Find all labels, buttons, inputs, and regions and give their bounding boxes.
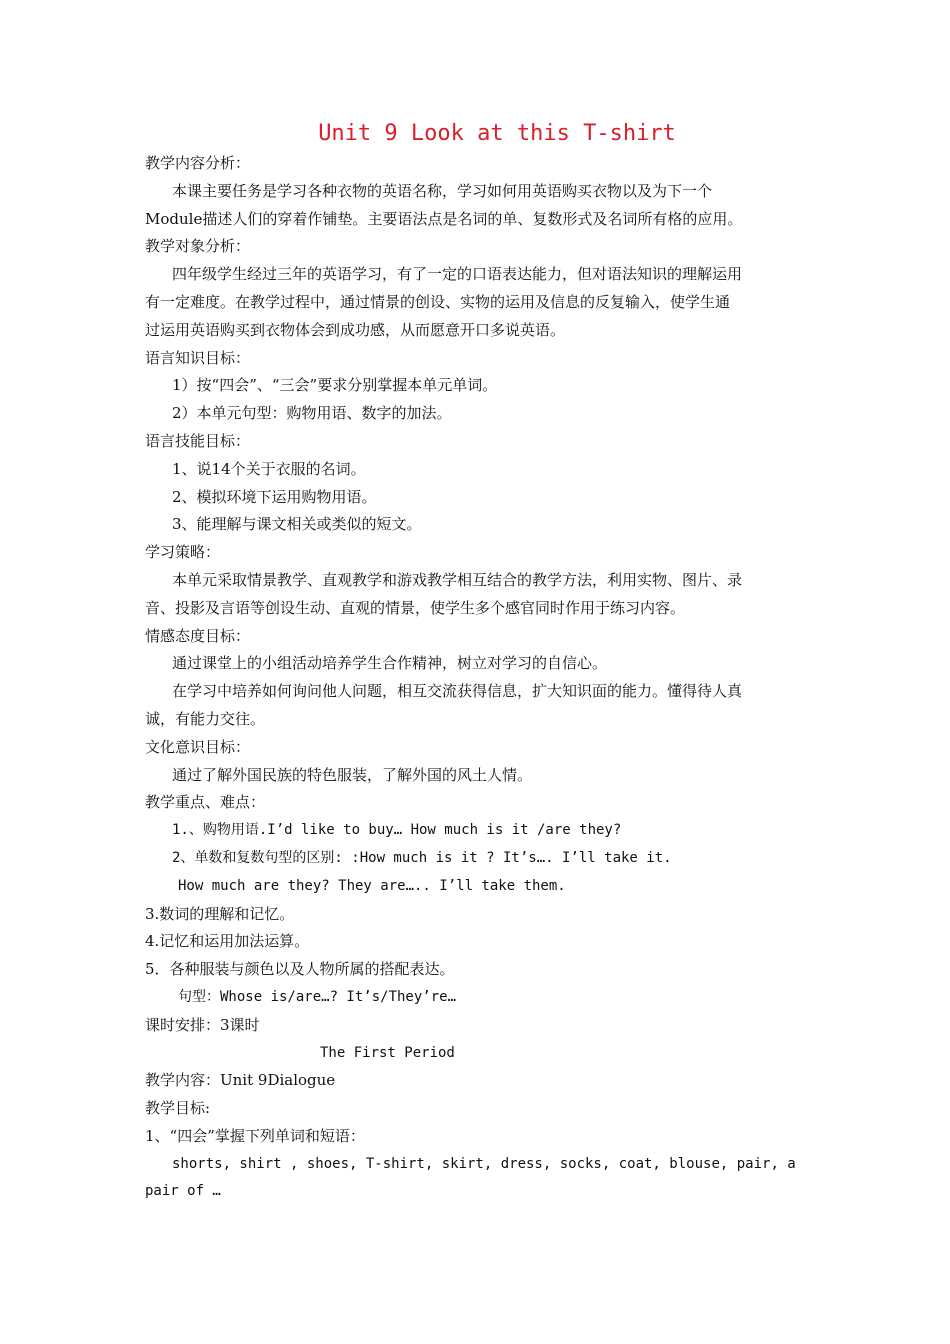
section-heading: 课时安排：3课时	[145, 1015, 260, 1034]
paragraph-line: 四年级学生经过三年的英语学习，有了一定的口语表达能力，但对语法知识的理解运用	[172, 265, 743, 284]
list-item: 2）本单元句型：购物用语、数字的加法。	[172, 404, 452, 423]
section-heading: 语言知识目标：	[145, 348, 251, 367]
section-heading: 教学对象分析：	[145, 237, 251, 256]
section-heading: 教学目标:	[145, 1099, 211, 1118]
paragraph-line: 诚，有能力交往。	[145, 709, 266, 728]
section-heading: 文化意识目标：	[145, 737, 251, 756]
paragraph-line: 本单元采取情景教学、直观教学和游戏教学相互结合的教学方法，利用实物、图片、录	[172, 570, 743, 589]
paragraph-line: 有一定难度。在教学过程中，通过情景的创设、实物的运用及信息的反复输入，使学生通	[145, 292, 731, 311]
list-item: 2、模拟环境下运用购物用语。	[172, 487, 377, 506]
word-list: pair of …	[145, 1183, 221, 1200]
paragraph-line: 本课主要任务是学习各种衣物的英语名称，学习如何用英语购买衣物以及为下一个	[172, 181, 713, 200]
list-item: 1.、购物用语.I’d like to buy… How much is it /are they?	[172, 822, 622, 839]
paragraph-line: 音、投影及言语等创设生动、直观的情景，使学生多个感官同时作用于练习内容。	[145, 598, 686, 617]
paragraph-line: 在学习中培养如何询问他人问题，相互交流获得信息，扩大知识面的能力。懂得待人真	[172, 682, 743, 701]
list-item: 2、单数和复数句型的区别: :How much is it ? It’s…. I’ll take it.	[172, 849, 672, 866]
list-item: 1、说14个关于衣服的名词。	[172, 459, 366, 478]
paragraph-line: Module描述人们的穿着作铺垫。主要语法点是名词的单、复数形式及名词所有格的应用。	[145, 209, 743, 228]
section-heading: 教学内容分析：	[145, 154, 251, 172]
list-item: 4.记忆和运用加法运算。	[145, 932, 310, 951]
word-list: shorts, shirt , shoes, T-shirt, skirt, dress, socks, coat, blouse, pair, a	[172, 1155, 796, 1172]
sentence-pattern: 句型：Whose is/are…? It’s/They’re…	[178, 988, 457, 1005]
list-item: 3.数词的理解和记忆。	[145, 904, 295, 923]
list-item: 3、能理解与课文相关或类似的短文。	[172, 515, 422, 534]
document-body	[145, 150, 807, 1206]
list-item: How much are they? They are….. I’ll take them.	[178, 877, 566, 894]
document-title: Unit 9 Look at this T-shirt	[318, 121, 676, 146]
paragraph-line: 通过了解外国民族的特色服装，了解外国的风土人情。	[172, 765, 533, 784]
section-heading: 教学重点、难点：	[145, 793, 266, 812]
section-heading: 教学内容：Unit 9Dialogue	[145, 1071, 336, 1090]
paragraph-line: 通过课堂上的小组活动培养学生合作精神，树立对学习的自信心。	[172, 654, 608, 673]
section-heading: 学习策略：	[145, 543, 221, 562]
section-heading: 语言技能目标：	[145, 431, 251, 450]
section-heading: 情感态度目标：	[145, 626, 251, 645]
paragraph-line: 过运用英语购买到衣物体会到成功感，从而愿意开口多说英语。	[145, 320, 566, 339]
list-item: 5．各种服装与颜色以及人物所属的搭配表达。	[145, 960, 455, 979]
period-heading: The First Period	[320, 1044, 455, 1061]
list-item: 1、“四会”掌握下列单词和短语：	[145, 1126, 365, 1145]
list-item: 1）按“四会”、“三会”要求分别掌握本单元单词。	[172, 376, 498, 395]
